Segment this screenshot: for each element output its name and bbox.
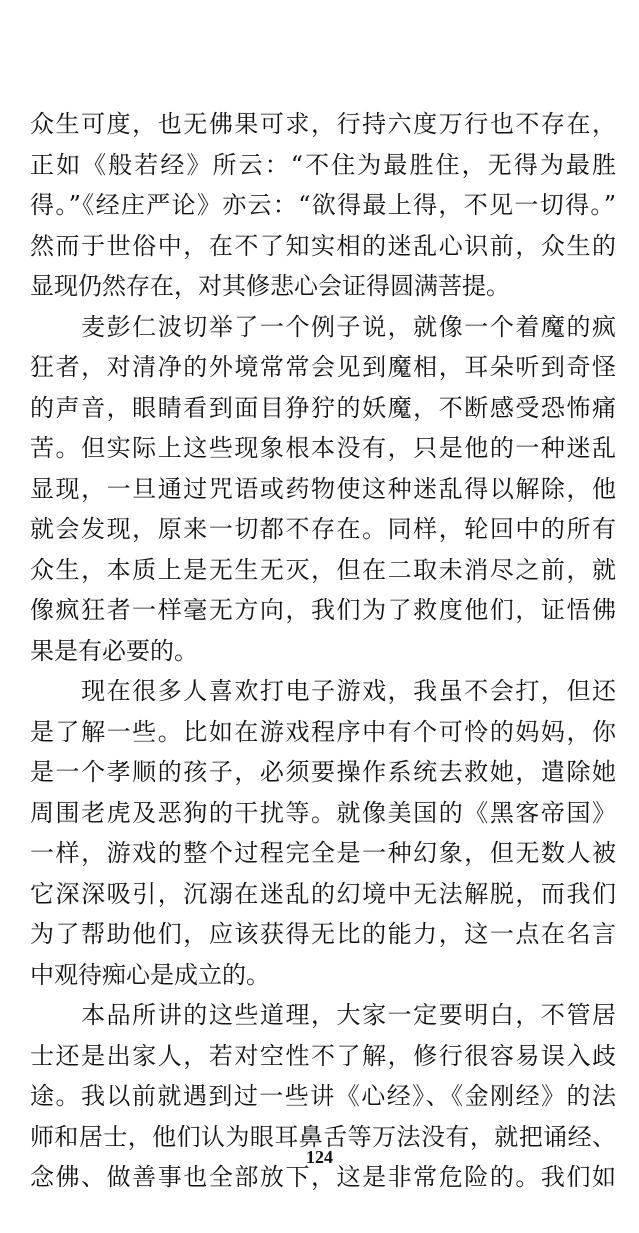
text-line: 现在很多人喜欢打电子游戏，我虽不会打，但还	[30, 677, 616, 705]
page-number: 124	[306, 1147, 333, 1167]
text-line: 众生，本质上是无生无灭，但在二取未消尽之前，就	[30, 555, 616, 584]
text-line: 士还是出家人，若对空性不了解，修行很容易误入歧	[30, 1041, 616, 1070]
text-line: 是一个孝顺的孩子，必须要操作系统去救她，遣除她	[30, 758, 616, 786]
text-line: 是了解一些。比如在游戏程序中有个可怜的妈妈，你	[30, 717, 616, 746]
text-line: 正如《般若经》所云：“不住为最胜住，无得为最胜	[30, 150, 616, 179]
text-line: 为了帮助他们，应该获得无比的能力，这一点在名言	[30, 920, 616, 948]
text-line: 师和居士，他们认为眼耳鼻舌等万法没有，就把诵经、	[30, 1122, 616, 1151]
text-line: 本品所讲的这些道理，大家一定要明白，不管居	[30, 1001, 616, 1029]
text-line: 一样，游戏的整个过程完全是一种幻象，但无数人被	[30, 839, 616, 867]
text-line: 众生可度，也无佛果可求，行持六度万行也不存在，	[30, 110, 616, 138]
text-line: 狂者，对清净的外境常常会见到魔相，耳朵听到奇怪	[30, 353, 616, 381]
text-line: 显现仍然存在，对其修悲心会证得圆满菩提。	[30, 272, 510, 300]
text-line: 途。我以前就遇到过一些讲《心经》、《金刚经》的法	[30, 1082, 616, 1110]
text-line: 苦。但实际上这些现象根本没有，只是他的一种迷乱	[30, 434, 616, 462]
text-line: 显现，一旦通过咒语或药物使这种迷乱得以解除，他	[30, 474, 616, 503]
text-line: 中观待痴心是成立的。	[30, 960, 270, 989]
text-line: 念佛、做善事也全部放下，这是非常危险的。我们如	[30, 1163, 616, 1191]
text-line: 然而于世俗中，在不了知实相的迷乱心识前，众生的	[30, 231, 616, 260]
text-line: 它深深吸引，沉溺在迷乱的幻境中无法解脱，而我们	[30, 879, 616, 908]
text-line: 像疯狂者一样毫无方向，我们为了救度他们，证悟佛	[30, 596, 616, 624]
text-line: 得。”《经庄严论》亦云：“欲得最上得，不见一切得。”	[30, 191, 616, 219]
text-line: 就会发现，原来一切都不存在。同样，轮回中的所有	[30, 515, 616, 543]
text-line: 的声音，眼睛看到面目狰狞的妖魔，不断感受恐怖痛	[30, 393, 616, 422]
text-line: 周围老虎及恶狗的干扰等。就像美国的《黑客帝国》	[30, 798, 616, 827]
body-text	[30, 104, 616, 1198]
text-line: 果是有必要的。	[30, 636, 198, 665]
text-line: 麦彭仁波切举了一个例子说，就像一个着魔的疯	[30, 312, 616, 341]
